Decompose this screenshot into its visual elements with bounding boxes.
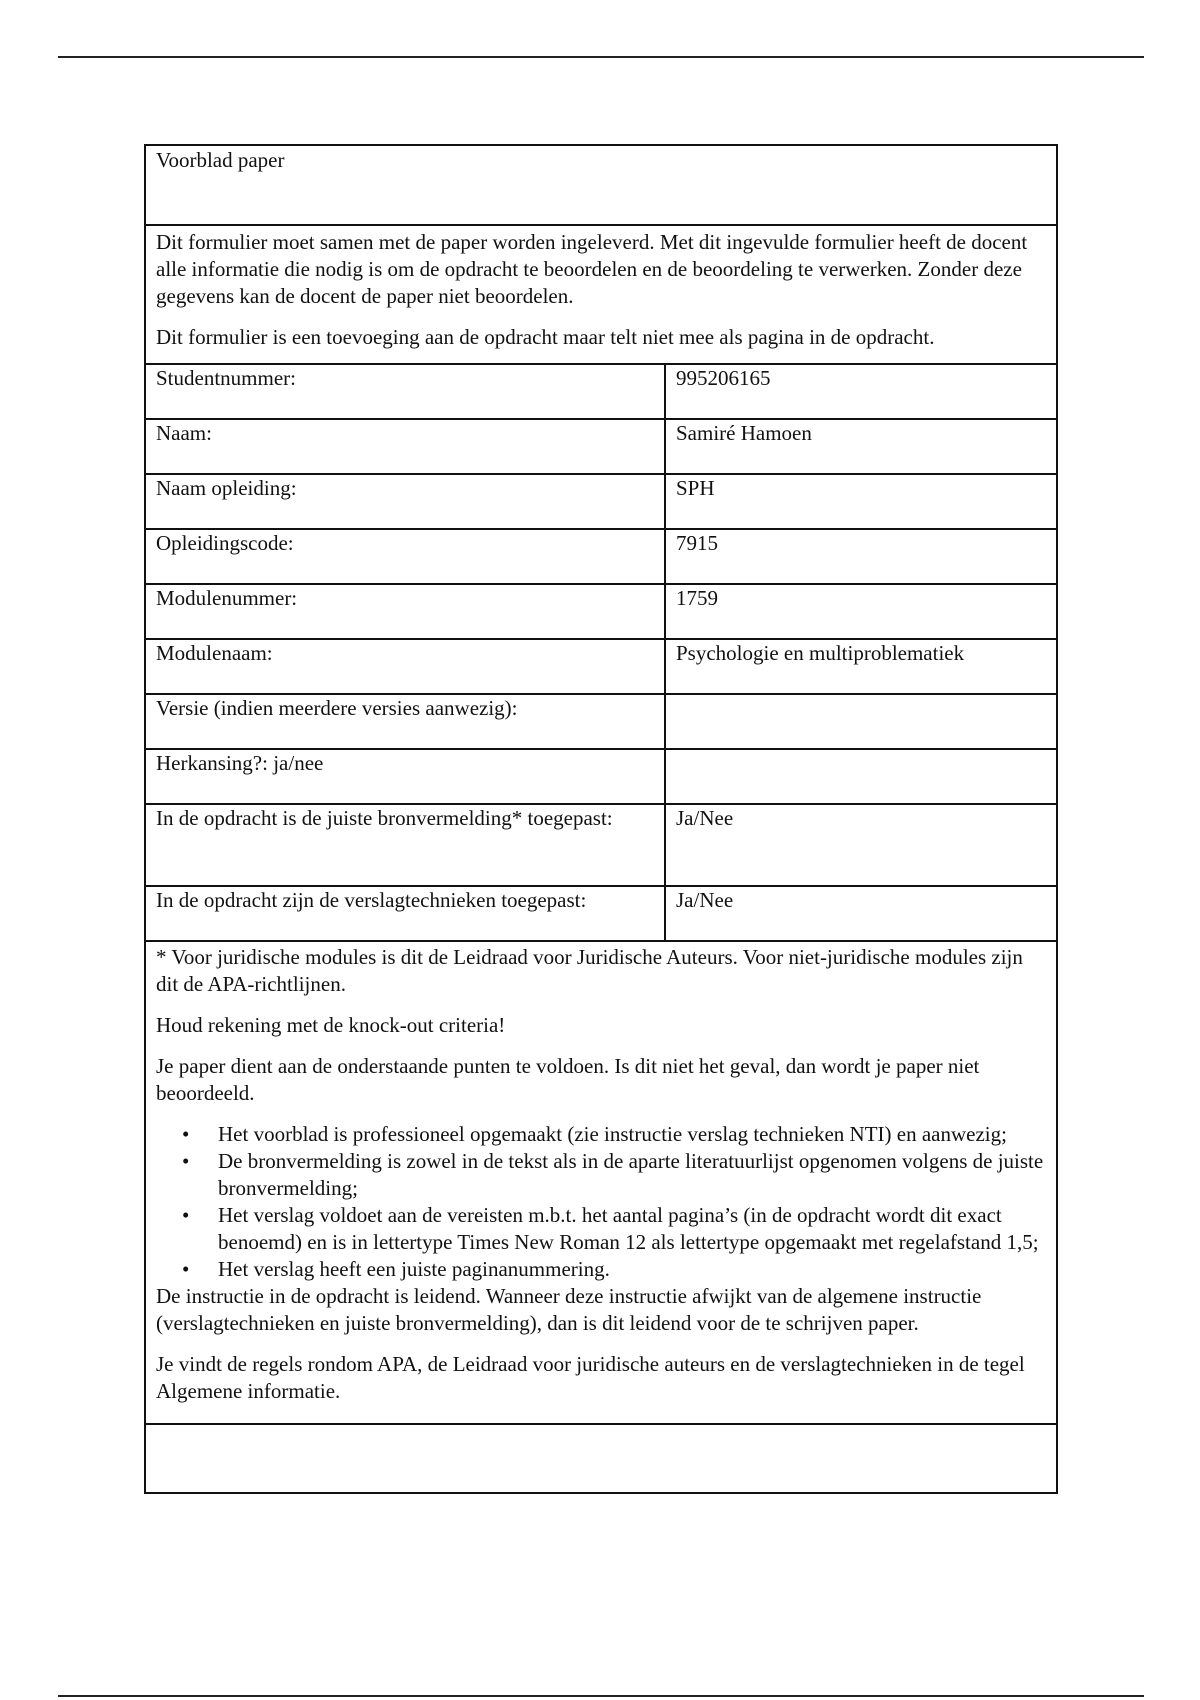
field-label: In de opdracht zijn de verslagtechnieken toegepast: [146,887,666,940]
field-row-module-name [146,640,1056,695]
field-row-programme-code [146,530,1056,585]
intro-paragraph: Dit formulier moet samen met de paper worden ingeleverd. Met dit ingevulde formulier heeft de docent alle informatie die nodig is om de opdracht te beoordelen en de beoordeling te verwerken. Zonder deze gegevens kan de docent de paper niet beoordelen. [156,230,1028,308]
intro-cell [146,226,1056,365]
notes-cell [146,942,1056,1425]
requirement-list [156,1121,1046,1283]
field-value[interactable]: 7915 [676,531,718,555]
field-row-name [146,420,1056,475]
knockout-warning: Houd rekening met de knock-out criteria! [156,1013,506,1037]
field-label: Studentnummer: [146,365,666,418]
rules-note: Je vindt de regels rondom APA, de Leidraad voor juridische auteurs en de verslagtechnieken in de tegel Algemene informatie. [156,1352,1025,1403]
field-label: In de opdracht is de juiste bronvermelding* toegepast: [146,805,666,885]
field-value[interactable]: Samiré Hamoen [676,421,812,445]
list-item: • Het voorblad is professioneel opgemaakt (zie instructie verslag technieken NTI) en aanwezig; [218,1121,1046,1148]
empty-cell [146,1425,1056,1492]
footer-rule [58,1695,1144,1697]
instruction-note: De instructie in de opdracht is leidend. Wanneer deze instructie afwijkt van de algemene instructie (verslagtechnieken en juiste bronvermelding), dan is dit leidend voor de te schrijven paper. [156,1284,982,1335]
field-value[interactable] [666,695,1056,748]
field-value[interactable]: Psychologie en multiproblematiek [676,641,965,665]
field-value[interactable]: 995206165 [676,366,771,390]
list-item: • Het verslag voldoet aan de vereisten m.b.t. het aantal pagina’s (in de opdracht wordt dit exact benoemd) en is in lettertype Times New Roman 12 als lettertype opgemaakt met regelafstand 1,5; [218,1202,1046,1256]
field-value[interactable]: 1759 [676,586,718,610]
field-row-citation [146,805,1056,887]
requirement-list-wrap [156,1121,1046,1283]
field-row-version [146,695,1056,750]
field-value[interactable]: SPH [676,476,715,500]
list-item: • Het verslag heeft een juiste paginanummering. [218,1256,1046,1283]
field-value[interactable]: Ja/Nee [676,806,734,830]
field-row-programme [146,475,1056,530]
field-value[interactable] [666,750,1056,803]
intro-paragraph: Dit formulier is een toevoeging aan de opdracht maar telt niet mee als pagina in de opdracht. [156,325,935,349]
footnote: * Voor juridische modules is dit de Leidraad voor Juridische Auteurs. Voor niet-juridische modules zijn dit de APA-richtlijnen. [156,945,1023,996]
form-title-cell [146,146,1056,226]
field-label: Modulenummer: [146,585,666,638]
field-row-module-number [146,585,1056,640]
requirement-intro: Je paper dient aan de onderstaande punten te voldoen. Is dit niet het geval, dan wordt je paper niet beoordeeld. [156,1054,980,1105]
field-label: Modulenaam: [146,640,666,693]
field-label: Naam: [146,420,666,473]
field-label: Versie (indien meerdere versies aanwezig): [146,695,666,748]
field-row-report-techniques [146,887,1056,942]
field-label: Opleidingscode: [146,530,666,583]
field-row-student-number [146,365,1056,420]
list-item: • De bronvermelding is zowel in de tekst als in de aparte literatuurlijst opgenomen volgens de juiste bronvermelding; [218,1148,1046,1202]
field-label: Herkansing?: ja/nee [146,750,666,803]
header-rule [58,56,1144,58]
form-title: Voorblad paper [156,148,285,172]
field-label: Naam opleiding: [146,475,666,528]
field-row-resit [146,750,1056,805]
cover-form [144,144,1058,1494]
field-value[interactable]: Ja/Nee [676,888,734,912]
